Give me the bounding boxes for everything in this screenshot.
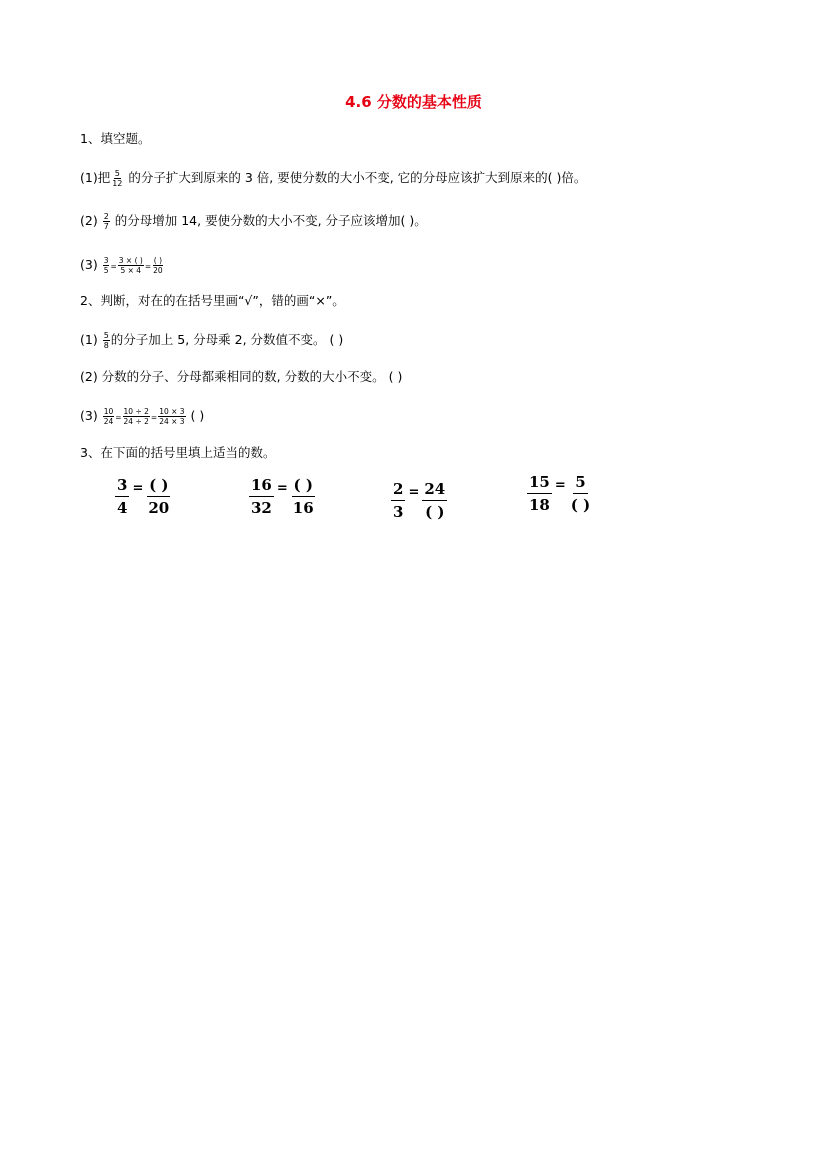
section3-item-3 (391, 480, 447, 521)
section2-heading: 2、判断，对在的在括号里画“√”，错的画“×”。 (80, 293, 345, 308)
q3-f1-denominator: 5 (103, 266, 109, 275)
s3i1-left-numerator: 3 (115, 476, 129, 497)
s3i2-equals: = (276, 481, 288, 496)
s2q1-prefix: (1) (80, 332, 102, 347)
s3i2-left-denominator: 32 (251, 499, 272, 517)
q1-text: 的分子扩大到原来的 3 倍, 要使分数的大小不变, 它的分母应该扩大到原来的( )倍。 (124, 170, 587, 185)
s3i4-left-fraction (527, 473, 552, 514)
s3i3-left-numerator: 2 (391, 480, 405, 501)
s3i2-left-numerator: 16 (249, 476, 274, 497)
s2q3-fraction-2 (123, 407, 150, 426)
s3i1-right-fraction (146, 476, 171, 517)
q2-denominator: 7 (103, 222, 109, 231)
s2q3-f3-numerator: 10 × 3 (159, 407, 185, 416)
q1-numerator: 5 (114, 169, 120, 178)
s3i1-left-fraction (115, 476, 129, 517)
s3i2-left-fraction (249, 476, 274, 517)
s3i2-right-numerator: ( ) (292, 476, 315, 497)
s3i4-left-numerator: 15 (527, 473, 552, 494)
section2-question3 (80, 407, 204, 426)
page-title: 4.6 分数的基本性质 (345, 93, 482, 111)
section3-item-4 (527, 473, 592, 514)
q1-fraction (111, 169, 123, 188)
section3-heading: 3、在下面的括号里填上适当的数。 (80, 445, 276, 460)
s2q1-fraction (103, 331, 110, 350)
q3-f3-denominator: 20 (153, 266, 163, 275)
s3i2-right-fraction (291, 476, 316, 517)
q2-numerator: 2 (103, 212, 109, 221)
s3i1-left-denominator: 4 (117, 499, 128, 517)
q2-text: 的分母增加 14, 要使分数的大小不变, 分子应该增加( )。 (110, 213, 427, 228)
section1-question3 (80, 256, 165, 275)
q3-f1-numerator: 3 (103, 256, 109, 265)
s2q1-numerator: 5 (103, 331, 109, 340)
section1-question2 (80, 212, 427, 231)
s2q3-answer-bracket: ( ) (186, 408, 205, 423)
section1-heading: 1、填空题。 (80, 131, 151, 146)
q3-fraction-2 (118, 256, 144, 275)
section3-item-2 (249, 476, 316, 517)
section2-question2: (2) 分数的分子、分母都乘相同的数, 分数的大小不变。 ( ) (80, 369, 403, 384)
s2q3-f1-denominator: 24 (103, 417, 114, 426)
s3i3-right-numerator: 24 (422, 480, 447, 501)
s3i1-equals: = (132, 481, 144, 496)
q1-prefix: (1)把 (80, 170, 111, 185)
s2q3-fraction-3 (158, 407, 185, 426)
s2q3-equals-1: = (115, 413, 122, 422)
q3-prefix: (3) (80, 257, 102, 272)
s3i4-right-denominator: ( ) (570, 496, 591, 514)
q3-f3-numerator: ( ) (153, 256, 163, 265)
s3i4-left-denominator: 18 (529, 496, 550, 514)
s3i1-right-numerator: ( ) (147, 476, 170, 497)
section2-question1 (80, 331, 343, 350)
section1-question1 (80, 169, 586, 188)
s2q3-f2-numerator: 10 ÷ 2 (123, 407, 149, 416)
q2-fraction (103, 212, 110, 231)
s3i3-right-denominator: ( ) (425, 503, 445, 521)
q3-equals-1: = (110, 262, 117, 271)
s3i3-left-fraction (391, 480, 405, 521)
s3i2-right-denominator: 16 (292, 499, 314, 517)
s2q3-f3-denominator: 24 × 3 (159, 417, 185, 426)
s3i1-right-denominator: 20 (148, 499, 170, 517)
q2-prefix: (2) (80, 213, 102, 228)
s2q1-text: 的分子加上 5, 分母乘 2, 分数值不变。 ( ) (110, 332, 344, 347)
q3-fraction-1 (103, 256, 110, 275)
s2q3-equals-2: = (150, 413, 158, 422)
s2q3-fraction-1 (103, 407, 115, 426)
q1-denominator: 12 (112, 179, 123, 188)
q3-f2-numerator: 3 × ( ) (118, 256, 143, 265)
s3i4-right-fraction (569, 473, 592, 514)
s2q1-denominator: 8 (103, 341, 109, 350)
s2q3-f2-denominator: 24 ÷ 2 (123, 417, 149, 426)
s2q3-f1-numerator: 10 (103, 407, 114, 416)
q3-f2-denominator: 5 × 4 (120, 266, 142, 275)
s3i4-right-numerator: 5 (573, 473, 587, 494)
s3i3-equals: = (408, 485, 420, 500)
q3-fraction-3 (152, 256, 164, 275)
q3-equals-2: = (144, 262, 152, 271)
section3-item-1 (115, 476, 171, 517)
s3i4-equals: = (554, 478, 566, 493)
s2q3-prefix: (3) (80, 408, 102, 423)
s3i3-right-fraction (422, 480, 447, 521)
s3i3-left-denominator: 3 (393, 503, 404, 521)
